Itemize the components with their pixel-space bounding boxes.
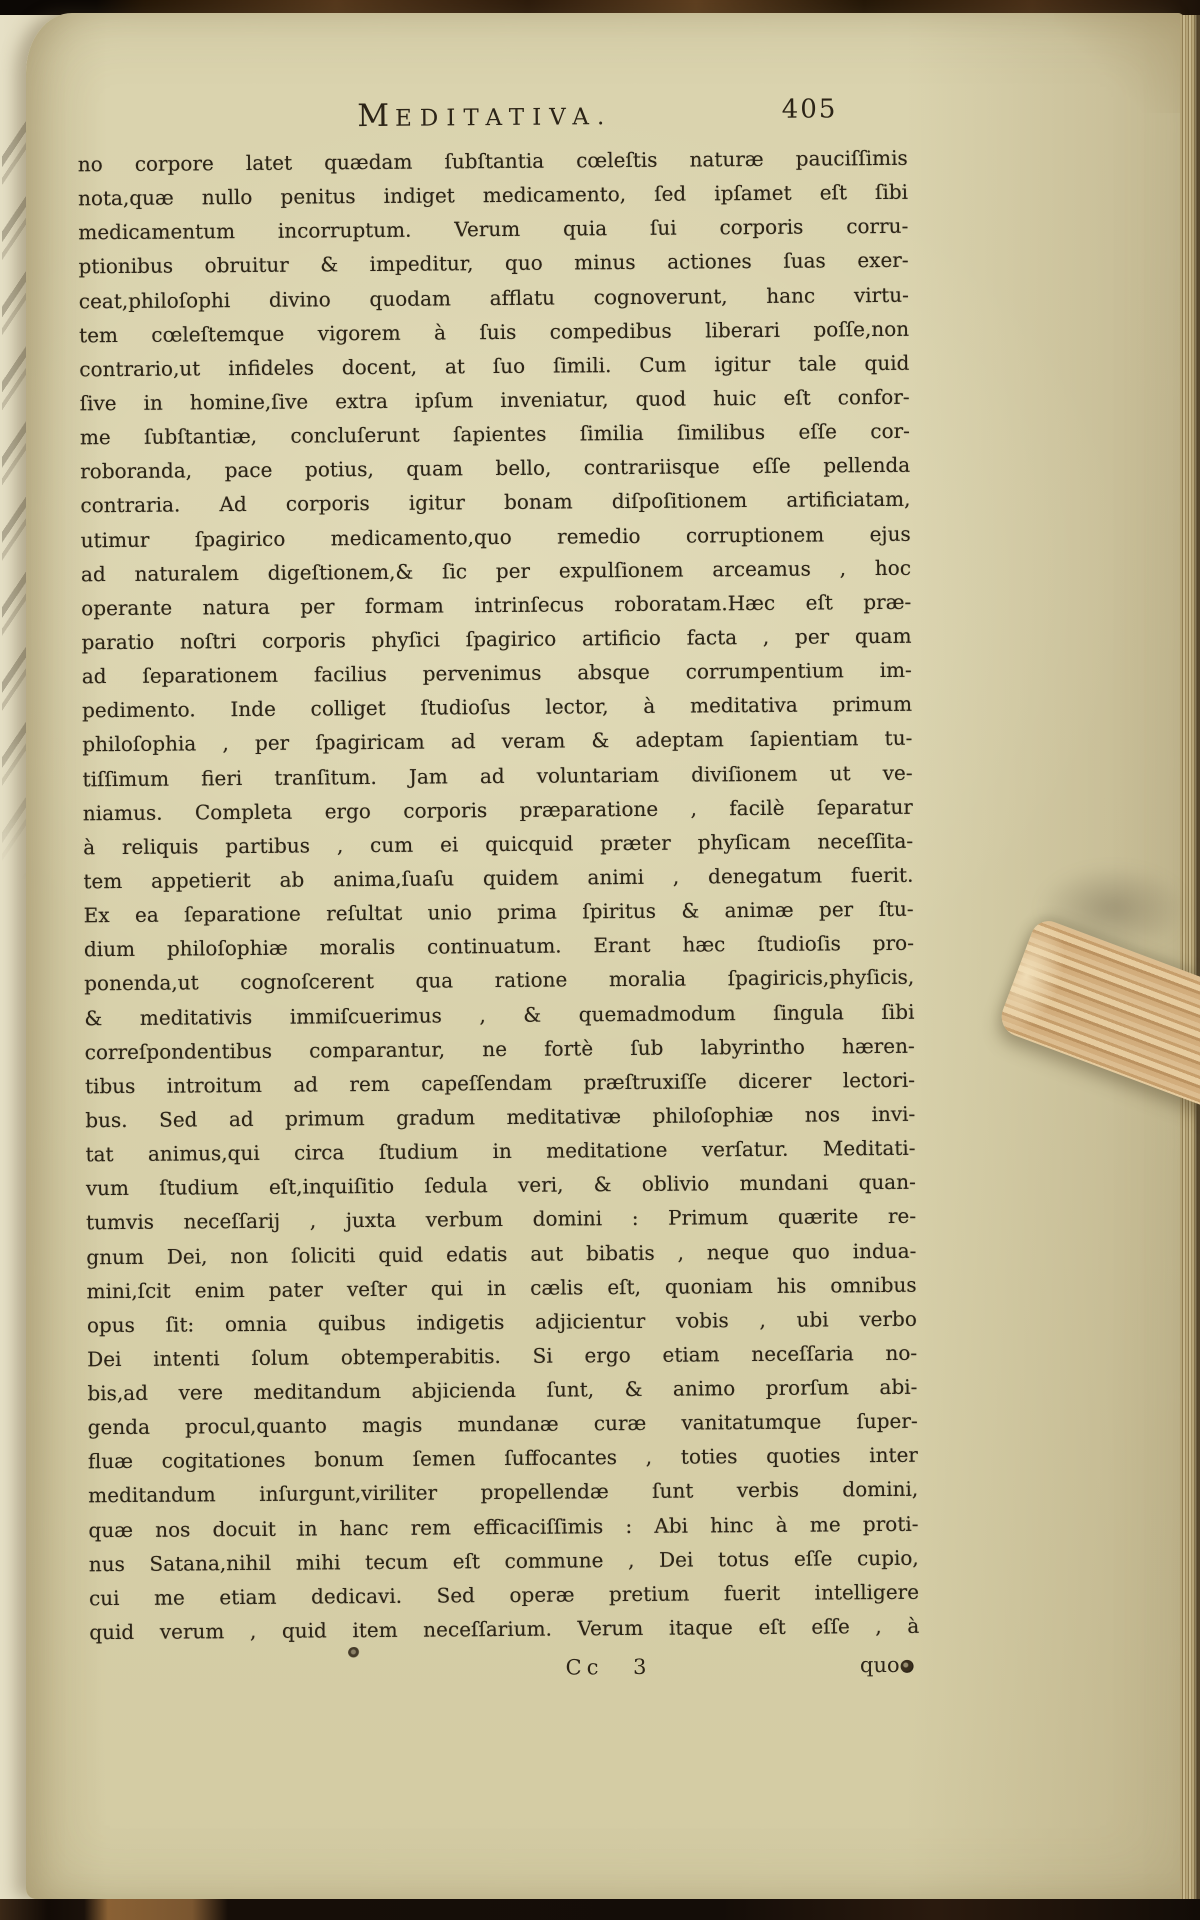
text-line: medicamentum incorruptum. Verum quia ſui corporis corru- bbox=[78, 214, 909, 245]
text-line: genda procul,quanto magis mundanæ curæ vanitatumque ſuper- bbox=[87, 1408, 918, 1440]
text-line: & meditativis immiſcuerimus , & quemadmodum ſingula ſibi bbox=[84, 999, 915, 1030]
text-line: tumvis neceſſarij , juxta verbum domini : Primum quærite re- bbox=[85, 1204, 917, 1235]
ink-blot-icon bbox=[901, 1660, 914, 1673]
page-number: 405 bbox=[781, 94, 838, 125]
text-line: pedimento. Inde colliget ſtudioſus lector, à meditativa primum bbox=[81, 691, 913, 723]
signature-mark: Cc 3 bbox=[565, 1654, 652, 1680]
text-line: ad ſeparationem facilius pervenimus absque corrumpentium im- bbox=[81, 657, 912, 689]
page-title: MEDITATIVA. bbox=[357, 97, 613, 135]
text-line: ceat,philoſophi divino quodam afflatu cognoverunt, hanc virtu- bbox=[78, 282, 909, 313]
text-line: meditandum inſurgunt,viriliter propellendæ ſunt verbis domini, bbox=[88, 1477, 919, 1508]
text-line: nus Satana,nihil mihi tecum eſt commune , Dei totus eſſe cupio, bbox=[88, 1545, 919, 1577]
text-line: quæ nos docuit in hanc rem efficaciſſimis : Abi hinc à me proti- bbox=[88, 1511, 919, 1542]
text-line: tiſſimum fieri tranſitum. Jam ad voluntariam diviſionem ut ve- bbox=[82, 760, 913, 791]
footer-line bbox=[90, 1653, 920, 1696]
text-line: contraria. Ad corporis igitur bonam diſpoſitionem artificiatam, bbox=[80, 487, 911, 518]
text-line: utimur ſpagirico medicamento,quo remedio corruptionem ejus bbox=[80, 521, 911, 552]
text-line: ponenda,ut cognoſcerent qua ratione moralia ſpagiricis,phyſicis, bbox=[84, 965, 915, 996]
text-line: opus ſit: omnia quibus indigetis adjicientur vobis , ubi verbo bbox=[86, 1306, 917, 1338]
text-line: philoſophia , per ſpagiricam ad veram & adeptam ſapientiam tu- bbox=[82, 726, 913, 757]
text-line: tibus introitum ad rem capeſſendam præſtruxiſſe dicerer lectori- bbox=[84, 1067, 916, 1099]
ink-spot bbox=[348, 1647, 360, 1658]
text-line: no corpore latet quædam ſubſtantia cœleſtis naturæ pauciſſimis bbox=[77, 145, 908, 177]
text-line: cui me etiam dedicavi. Sed operæ pretium fuerit intelligere bbox=[88, 1579, 920, 1611]
text-line: correſpondentibus comparantur, ne fortè ſub labyrintho hæren- bbox=[84, 1033, 915, 1064]
catchword bbox=[860, 1653, 914, 1677]
text-line: contrario,ut infideles docent, at ſuo ſimili. Cum igitur tale quid bbox=[79, 350, 910, 382]
text-line: operante natura per formam intrinſecus roboratam.Hæc eſt præ- bbox=[81, 589, 912, 621]
page-content bbox=[77, 10, 922, 1902]
text-line: ad naturalem digeſtionem,& ſic per expulſionem arceamus , hoc bbox=[80, 555, 912, 586]
running-header bbox=[77, 94, 907, 137]
text-line: paratio noſtri corporis phyſici ſpagirico artificio facta , per quam bbox=[81, 623, 912, 655]
text-line: quid verum , quid item neceſſarium. Verum itaque eſt eſſe , à bbox=[89, 1613, 920, 1645]
text-line: à reliquis partibus , cum ei quicquid præter phyſicam neceſſita- bbox=[83, 828, 914, 860]
text-line: niamus. Completa ergo corporis præparatione , facilè ſeparatur bbox=[82, 794, 913, 825]
table-edge-bottom bbox=[0, 1899, 1200, 1920]
text-line: mini,ſcit enim pater veſter qui in cælis eſt, quoniam his omnibus bbox=[86, 1272, 917, 1303]
text-line: dium philoſophiæ moralis continuatum. Erant hæc ſtudioſis pro- bbox=[83, 930, 915, 962]
text-line: tem cœleſtemque vigorem à ſuis compedibus liberari poſſe,non bbox=[79, 316, 910, 347]
catchword-text: quo bbox=[859, 1652, 900, 1678]
text-line: tem appetierit ab anima,ſuaſu quidem animi , denegatum fuerit. bbox=[83, 862, 914, 894]
text-line: roboranda, pace potius, quam bello, contrariisque eſſe pellenda bbox=[80, 453, 911, 484]
text-line: Ex ea ſeparatione reſultat unio prima ſpiritus & animæ per ſtu- bbox=[83, 896, 914, 928]
text-line: nota,quæ nullo penitus indiget medicamento, ſed ipſamet eſt ſibi bbox=[77, 179, 909, 211]
text-line: me ſubſtantiæ, concluſerunt ſapientes ſimilia ſimilibus eſſe cor- bbox=[79, 418, 910, 450]
text-line: bus. Sed ad primum gradum meditativæ philoſophiæ nos invi- bbox=[85, 1101, 916, 1133]
text-line: bis,ad vere meditandum abjicienda ſunt, & animo prorſum abi- bbox=[87, 1374, 918, 1406]
text-line: tat animus,qui circa ſtudium in meditatione verſatur. Meditati- bbox=[85, 1135, 916, 1167]
text-line: Dei intenti ſolum obtemperabitis. Si ergo etiam neceſſaria no- bbox=[87, 1340, 918, 1372]
text-line: vum ſtudium eſt,inquiſitio ſedula veri, & oblivio mundani quan- bbox=[85, 1169, 916, 1201]
text-line: ptionibus obruitur & impeditur, quo minus actiones ſuas exer- bbox=[78, 248, 909, 279]
page-corner-fold bbox=[1054, 13, 1184, 113]
body-text bbox=[78, 141, 920, 1650]
text-line: fluæ cogitationes bonum ſemen ſuffocantes , toties quoties inter bbox=[87, 1443, 919, 1474]
text-line: gnum Dei, non ſoliciti quid edatis aut bibatis , neque quo indua- bbox=[86, 1238, 917, 1269]
text-line: ſive in homine,ſive extra ipſum inveniatur, quod huic eſt confor- bbox=[79, 384, 910, 416]
